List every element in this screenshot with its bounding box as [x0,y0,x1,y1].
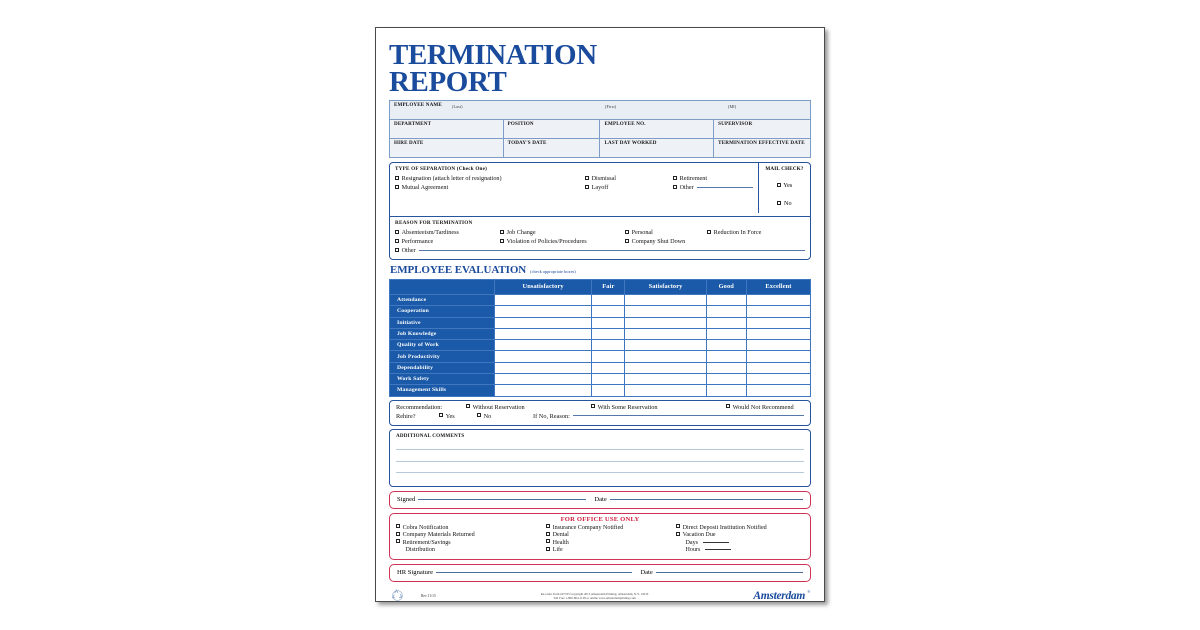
checkbox-resignation[interactable]: Resignation (attach letter of resignation) [395,175,585,182]
checkbox-icon [500,230,504,234]
separation-section [390,163,810,213]
vacation-hours-input[interactable] [705,549,731,550]
checkbox-icon [395,248,399,252]
evaluation-col-good: Good [706,279,746,294]
office-use-panel [389,513,811,560]
evaluation-row-label: Initiative [390,317,495,328]
checkbox-layoff[interactable]: Layoff [585,184,673,191]
checkbox-icon [395,185,399,189]
checkbox-icon [673,185,677,189]
checkbox-icon [395,176,399,180]
office-use-title: FOR OFFICE USE ONLY [560,515,640,523]
signed-date-input[interactable] [610,499,803,500]
evaluation-cell[interactable] [495,340,592,351]
vacation-days-field[interactable]: Days [676,540,804,546]
evaluation-cell[interactable] [746,328,810,339]
checkbox-icon [500,239,504,243]
checkbox-icon [546,532,550,536]
field-employee-no[interactable]: EMPLOYEE NO. [600,120,714,139]
evaluation-cell[interactable] [625,373,706,384]
evaluation-heading-note: (check appropriate boxes) [530,269,576,275]
evaluation-cell[interactable] [746,317,810,328]
rehire-row [396,413,804,420]
checkbox-icon [591,404,595,408]
evaluation-cell[interactable] [746,373,810,384]
signed-panel [389,491,811,509]
checkbox-icon [396,524,400,528]
checkbox-would-not-recommend[interactable]: Would Not Recommend [726,404,794,411]
field-todays-date[interactable]: TODAY'S DATE [503,139,600,158]
name-sub-mi: (MI) [728,104,737,110]
name-sub-first: (First) [605,104,617,110]
evaluation-row-label: Cooperation [390,306,495,317]
checkbox-icon [585,185,589,189]
evaluation-row [390,340,811,351]
checkbox-icon [546,524,550,528]
checkbox-cobra-notification[interactable]: Cobra Notification [396,525,546,531]
name-sub-last: (Last) [452,104,463,110]
checkbox-insurance-company-notified[interactable]: Insurance Company Notified [546,525,676,531]
checkbox-icon [625,239,629,243]
hr-signature-date-label: Date [640,568,653,576]
legal-text [436,592,754,600]
other-reason-input[interactable] [419,250,805,251]
checkbox-rehire-yes[interactable]: Yes [439,413,477,420]
vacation-hours-field[interactable]: Hours [676,547,804,553]
evaluation-cell[interactable] [495,373,592,384]
evaluation-row-label: Dependability [390,362,495,373]
checkbox-icon [546,547,550,551]
recommendation-panel [389,400,811,426]
checkbox-icon [395,239,399,243]
evaluation-cell[interactable] [706,317,746,328]
office-use-column-1 [396,525,546,555]
evaluation-cell[interactable] [495,317,592,328]
checkbox-job-change[interactable]: Job Change [500,229,625,236]
separation-heading: TYPE OF SEPARATION (Check One) [395,166,488,173]
form-footer [389,586,811,606]
evaluation-cell[interactable] [592,294,625,305]
evaluation-row [390,317,811,328]
checkbox-retirement[interactable]: Retirement [673,175,707,182]
evaluation-cell[interactable] [625,385,706,396]
checkbox-icon [673,176,677,180]
field-supervisor[interactable]: SUPERVISOR [714,120,811,139]
checkbox-absenteeism[interactable]: Absenteeism/Tardiness [395,229,500,236]
recommendation-label: Recommendation: [396,403,443,411]
evaluation-cell[interactable] [625,328,706,339]
recommendation-row [396,404,804,411]
evaluation-cell[interactable] [495,385,592,396]
comment-line[interactable] [396,462,804,474]
checkbox-icon [585,176,589,180]
separation-heading-note: (Check One) [456,166,488,173]
trademark-symbol: ® [807,588,810,594]
evaluation-row-label: Work Safety [390,373,495,384]
checkbox-other-reason[interactable]: Other [395,247,416,254]
employee-name-field[interactable] [390,101,811,120]
checkbox-icon [777,201,781,205]
evaluation-heading: EMPLOYEE EVALUATION (check appropriate boxes) [390,264,576,277]
additional-comments-title: ADDITIONAL COMMENTS [396,432,465,439]
evaluation-cell[interactable] [495,362,592,373]
evaluation-cell[interactable] [592,340,625,351]
evaluation-cell[interactable] [592,373,625,384]
evaluation-corner-cell [390,279,495,294]
checkbox-violation-of-policies[interactable]: Violation of Policies/Procedures [500,238,625,245]
form-revision: Rev 11/15 [421,593,436,598]
checkbox-icon [439,413,443,417]
evaluation-cell[interactable] [706,373,746,384]
checkbox-icon [777,183,781,187]
separation-reason-panel [389,162,811,260]
evaluation-cell[interactable] [706,306,746,317]
checkbox-retirement-savings[interactable]: Retirement/Savings [396,540,546,546]
evaluation-col-satisfactory: Satisfactory [625,279,706,294]
checkbox-icon [396,539,400,543]
evaluation-row [390,306,811,317]
field-department[interactable]: DEPARTMENT [390,120,504,139]
evaluation-row-label: Attendance [390,294,495,305]
other-separation-input[interactable] [697,187,753,188]
evaluation-cell[interactable] [746,340,810,351]
evaluation-cell[interactable] [706,385,746,396]
checkbox-direct-deposit-institution-notified[interactable]: Direct Deposit Institution Notified [676,525,804,531]
field-last-day-worked[interactable]: LAST DAY WORKED [600,139,714,158]
evaluation-cell[interactable] [592,317,625,328]
evaluation-cell[interactable] [495,306,592,317]
title-line-1: TERMINATION [389,39,597,71]
checkbox-mail-check-yes[interactable]: Yes [777,182,793,189]
evaluation-cell[interactable] [592,351,625,362]
page-title [389,39,811,98]
signed-input[interactable] [418,499,586,500]
evaluation-cell[interactable] [592,362,625,373]
evaluation-row [390,328,811,339]
evaluation-cell[interactable] [625,317,706,328]
comment-line[interactable] [396,439,804,451]
label-distribution: Distribution [405,547,435,554]
checkbox-company-shut-down[interactable]: Company Shut Down [625,238,685,245]
evaluation-cell[interactable] [625,340,706,351]
checkbox-life[interactable]: Life [546,547,676,553]
checkbox-icon [546,539,550,543]
legal-line-2: Toll Free 1-800-804-1128 or online www.amsterdamprinting.com [553,595,636,600]
recycle-icon [391,589,404,602]
checkbox-icon [676,532,680,536]
evaluation-cell[interactable] [706,294,746,305]
evaluation-cell[interactable] [625,294,706,305]
evaluation-row-label: Job Knowledge [390,328,495,339]
checkbox-icon [396,532,400,536]
evaluation-cell[interactable] [495,351,592,362]
checkbox-reduction-in-force[interactable]: Reduction In Force [707,229,761,236]
evaluation-cell[interactable] [746,362,810,373]
identity-row-2 [390,120,811,139]
checkbox-personal[interactable]: Personal [625,229,707,236]
evaluation-row [390,362,811,373]
checkbox-mutual-agreement[interactable]: Mutual Agreement [395,184,585,191]
if-no-reason-input[interactable] [573,415,804,416]
hr-signature-input[interactable] [436,572,632,573]
evaluation-cell[interactable] [625,351,706,362]
signed-date-label: Date [594,495,607,503]
if-no-reason-label: If No, Reason: [533,412,570,420]
title-line-2: REPORT [389,65,507,98]
evaluation-cell[interactable] [625,306,706,317]
evaluation-cell[interactable] [746,385,810,396]
checkbox-rehire-no[interactable]: No [477,413,533,420]
separation-row-1 [395,175,753,182]
evaluation-cell[interactable] [746,306,810,317]
vacation-days-input[interactable] [703,542,729,543]
hr-signature-label: HR Signature [397,568,434,576]
evaluation-row [390,351,811,362]
checkbox-icon [466,404,470,408]
hr-signature-panel [389,564,811,582]
legal-line-1: Re-order Form #27535 Copyright 2015 Amsterdam Printing, Amsterdam, N.Y. 12010 [540,591,649,596]
evaluation-row-label: Job Productivity [390,351,495,362]
evaluation-header-row [390,279,811,294]
checkbox-health[interactable]: Health [546,540,676,546]
checkbox-performance[interactable]: Performance [395,238,500,245]
evaluation-cell[interactable] [495,294,592,305]
identity-row-name [390,101,811,120]
evaluation-row [390,294,811,305]
termination-report-form [375,27,825,602]
checkbox-with-some-reservation[interactable]: With Some Reservation [591,404,726,411]
evaluation-cell[interactable] [746,351,810,362]
evaluation-cell[interactable] [592,328,625,339]
hr-signature-date-input[interactable] [656,572,803,573]
evaluation-cell[interactable] [706,362,746,373]
office-use-column-3 [676,525,804,555]
evaluation-body [390,294,811,396]
brand-name: Amsterdam [753,589,805,602]
evaluation-cell[interactable] [495,328,592,339]
checkbox-without-reservation[interactable]: Without Reservation [466,404,591,411]
evaluation-col-unsatisfactory: Unsatisfactory [495,279,592,294]
amsterdam-logo [753,590,809,602]
signed-label: Signed [397,495,416,503]
checkbox-mail-check-no[interactable]: No [777,200,791,207]
rehire-label: Rehire? [396,412,416,420]
checkbox-other-separation[interactable]: Other [673,184,694,191]
reason-row-1 [395,229,805,236]
additional-comments-panel[interactable] [389,429,811,487]
separation-row-2 [395,184,753,191]
evaluation-row [390,373,811,384]
checkbox-icon [477,413,481,417]
evaluation-row [390,385,811,396]
evaluation-cell[interactable] [746,294,810,305]
mail-check-section [758,163,810,213]
checkbox-vacation-due[interactable]: Vacation Due [676,532,804,538]
checkbox-dismissal[interactable]: Dismissal [585,175,673,182]
evaluation-cell[interactable] [592,306,625,317]
checkbox-icon [676,524,680,528]
field-termination-effective-date[interactable]: TERMINATION EFFECTIVE DATE [714,139,811,158]
identity-row-3 [390,139,811,158]
evaluation-table [389,279,811,397]
evaluation-row-label: Management Skills [390,385,495,396]
checkbox-icon [707,230,711,234]
evaluation-cell[interactable] [706,340,746,351]
mail-check-heading: MAIL CHECK? [765,166,804,173]
checkbox-icon [625,230,629,234]
comment-line[interactable] [396,450,804,462]
field-hire-date[interactable]: HIRE DATE [390,139,504,158]
evaluation-cell[interactable] [706,328,746,339]
checkbox-icon [395,230,399,234]
checkbox-company-materials-returned[interactable]: Company Materials Returned [396,532,546,538]
evaluation-cell[interactable] [592,385,625,396]
evaluation-cell[interactable] [706,351,746,362]
office-use-column-2 [546,525,676,555]
field-position[interactable]: POSITION [503,120,600,139]
evaluation-col-fair: Fair [592,279,625,294]
checkbox-icon [726,404,730,408]
employee-identity-grid [389,100,811,158]
reason-row-3 [395,247,805,254]
checkbox-dental[interactable]: Dental [546,532,676,538]
evaluation-col-excellent: Excellent [746,279,810,294]
reason-row-2 [395,238,805,245]
employee-name-label: EMPLOYEE NAME [394,102,442,109]
reason-section [390,217,810,259]
evaluation-cell[interactable] [625,362,706,373]
reason-heading: REASON FOR TERMINATION [395,220,473,227]
evaluation-row-label: Quality of Work [390,340,495,351]
